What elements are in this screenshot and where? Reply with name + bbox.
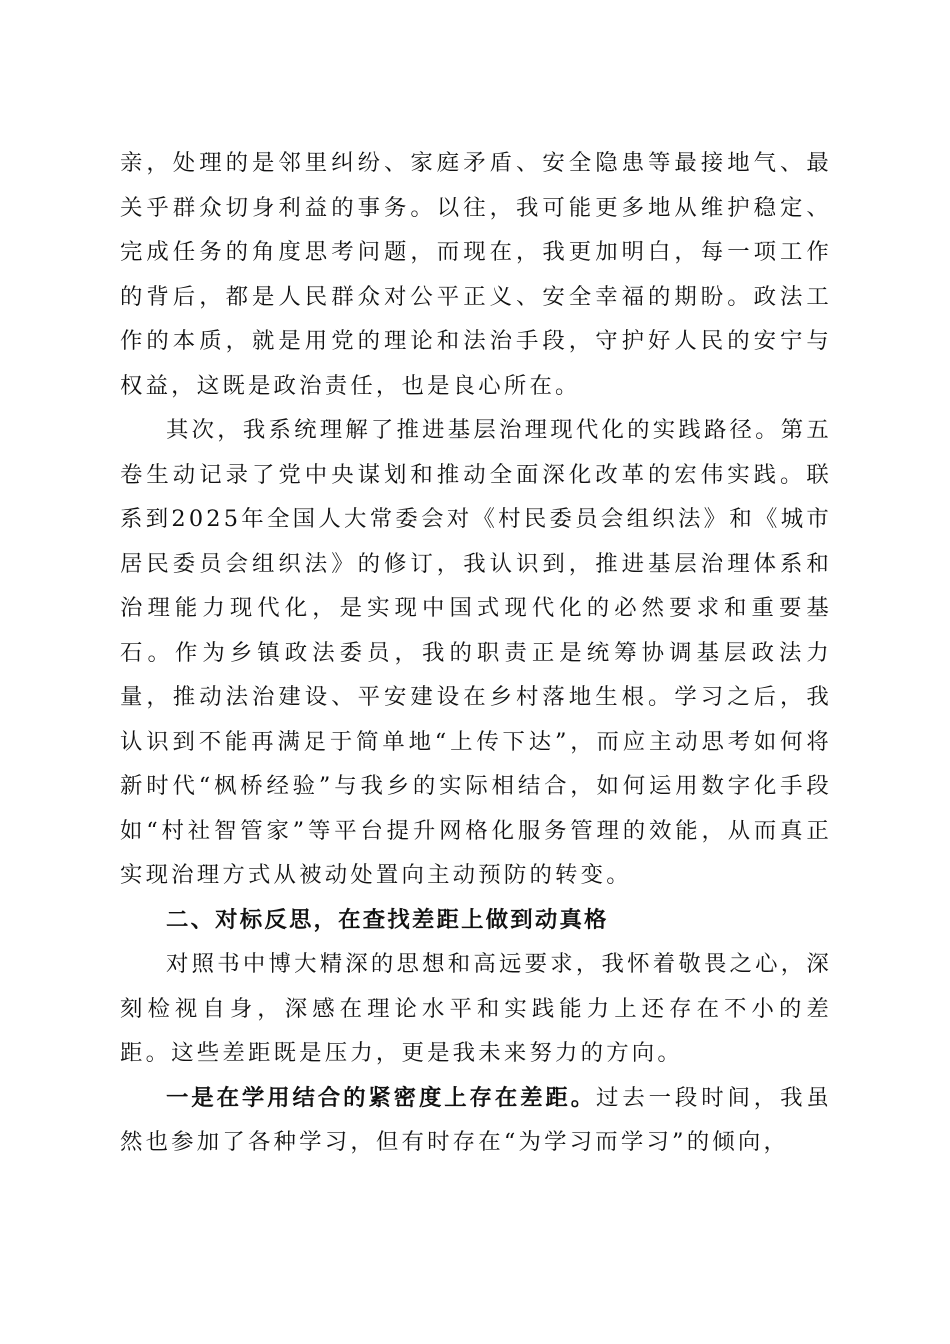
paragraph-lead-phrase: 一是在学用结合的紧密度上存在差距。 — [166, 1084, 597, 1111]
paragraph-gap-one-body: 过去一段时间，我虽然也参加了各种学习，但有时存在“为学习而学习”的倾向， — [120, 1084, 832, 1155]
paragraph-gap-one — [120, 1076, 832, 1165]
section-heading-2: 二、对标反思，在查找差距上做到动真格 — [166, 906, 609, 933]
paragraph-self-reflection: 对照书中博大精深的思想和高远要求，我怀着敬畏之心，深刻检视自身，深感在理论水平和实践能力上还存在不小的差距。这些差距既是压力，更是我未来努力的方向。 — [120, 951, 832, 1066]
paragraph-governance-path: 其次，我系统理解了推进基层治理现代化的实践路径。第五卷生动记录了党中央谋划和推动全面深化改革的宏伟实践。联系到2025年全国人大常委会对《村民委员会组织法》和《城市居民委员会组织法》的修订，我认识到，推进基层治理体系和治理能力现代化，是实现中国式现代化的必然要求和重要基石。作为乡镇政法委员，我的职责正是统筹协调基层政法力量，推动法治建设、平安建设在乡村落地生根。学习之后，我认识到不能再满足于简单地“上传下达”，而应主动思考如何将新时代“枫桥经验”与我乡的实际相结合，如何运用数字化手段如“村社智管家”等平台提升网格化服务管理的效能，从而真正实现治理方式从被动处置向主动预防的转变。 — [120, 417, 832, 888]
paragraph-continuation: 亲，处理的是邻里纠纷、家庭矛盾、安全隐患等最接地气、最关乎群众切身利益的事务。以往，我可能更多地从维护稳定、完成任务的角度思考问题，而现在，我更加明白，每一项工作的背后，都是人民群众对公平正义、安全幸福的期盼。政法工作的本质，就是用党的理论和法治手段，守护好人民的安宁与权益，这既是政治责任，也是良心所在。 — [120, 150, 832, 399]
document-page — [120, 141, 832, 1165]
